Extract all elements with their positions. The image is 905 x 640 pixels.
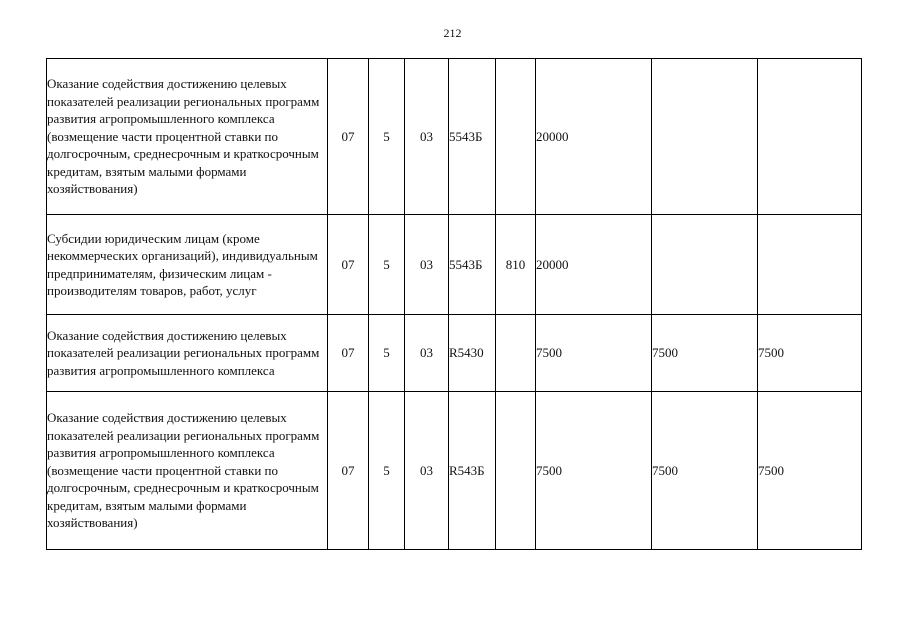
expense-type-code: 810 [496,215,536,315]
row-name: Оказание содействия достижению целевых показателей реализации региональных программ развития агропромышленного комплекса (возмещение части процентной ставки по долгосрочным, среднесрочным и краткосрочным кредитам, взятым малыми формами хозяйствования) [47,392,328,550]
target-article-code: 5543Б [449,59,496,215]
row-name: Оказание содействия достижению целевых показателей реализации региональных программ развития агропромышленного комплекса [47,315,328,392]
subsection-code: 5 [369,59,405,215]
amount-year-2: 7500 [652,392,758,550]
amount-year-3 [758,59,862,215]
target-article-code: R543Б [449,392,496,550]
section-code: 07 [328,215,369,315]
row-name: Субсидии юридическим лицам (кроме некоммерческих организаций), индивидуальным предпринимателям, физическим лицам - производителям товаров, работ, услуг [47,215,328,315]
expense-type-code [496,392,536,550]
expense-type-code [496,59,536,215]
amount-year-3: 7500 [758,392,862,550]
table-row [47,315,862,392]
expense-type-code [496,315,536,392]
program-code: 03 [405,59,449,215]
row-name: Оказание содействия достижению целевых показателей реализации региональных программ развития агропромышленного комплекса (возмещение части процентной ставки по долгосрочным, среднесрочным и краткосрочным кредитам, взятым малыми формами хозяйствования) [47,59,328,215]
amount-year-3: 7500 [758,315,862,392]
program-code: 03 [405,215,449,315]
amount-year-1: 7500 [536,392,652,550]
amount-year-1: 7500 [536,315,652,392]
amount-year-2 [652,59,758,215]
amount-year-3 [758,215,862,315]
table-row [47,59,862,215]
amount-year-1: 20000 [536,215,652,315]
section-code: 07 [328,59,369,215]
target-article-code: 5543Б [449,215,496,315]
table-row [47,215,862,315]
program-code: 03 [405,392,449,550]
amount-year-1: 20000 [536,59,652,215]
amount-year-2 [652,215,758,315]
section-code: 07 [328,392,369,550]
amount-year-2: 7500 [652,315,758,392]
program-code: 03 [405,315,449,392]
subsection-code: 5 [369,392,405,550]
page-number: 212 [443,26,462,40]
target-article-code: R5430 [449,315,496,392]
section-code: 07 [328,315,369,392]
table-row [47,392,862,550]
subsection-code: 5 [369,215,405,315]
budget-table [46,58,862,550]
subsection-code: 5 [369,315,405,392]
